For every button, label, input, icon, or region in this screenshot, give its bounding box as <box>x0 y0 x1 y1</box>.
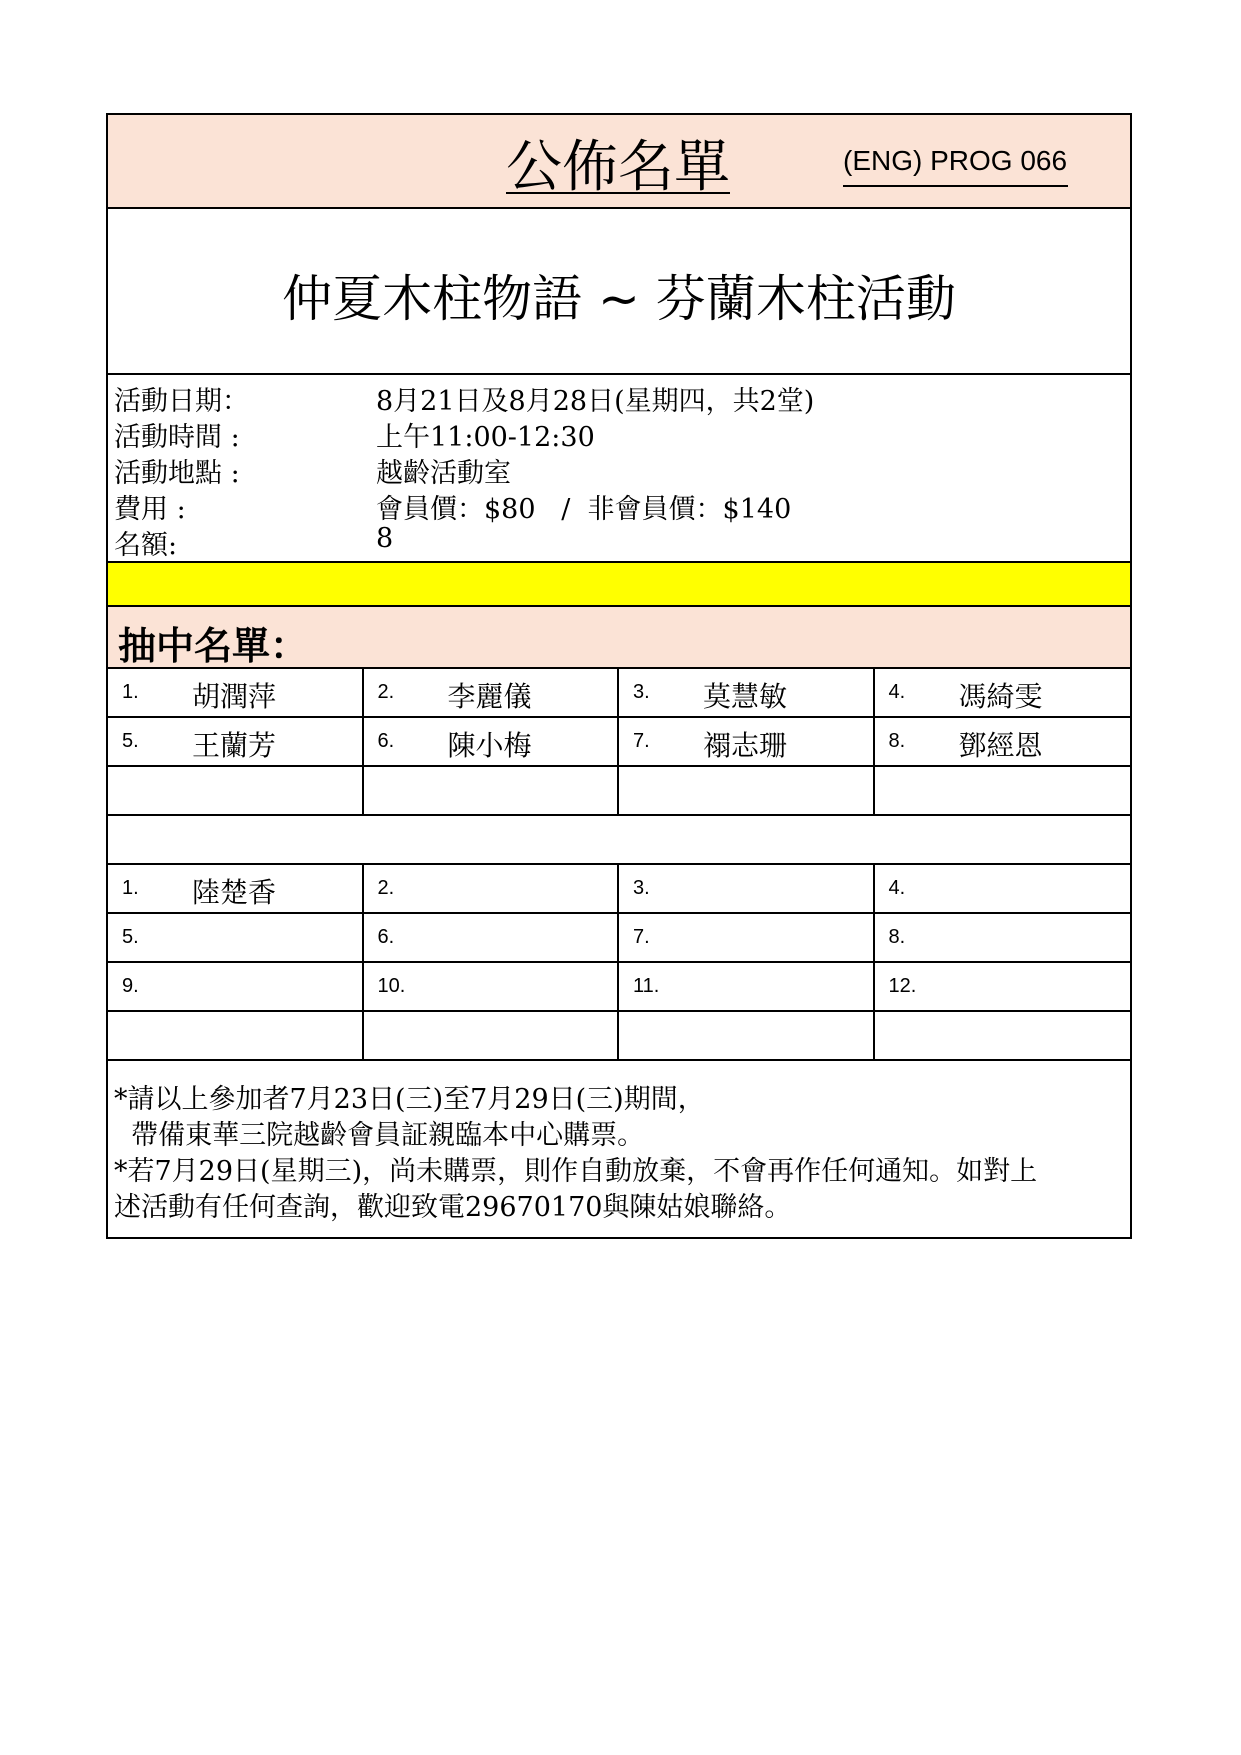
winner-cell <box>108 669 364 716</box>
entry-number: 8. <box>888 730 906 752</box>
detail-date <box>114 379 815 417</box>
entry-number: 8. <box>888 926 906 948</box>
waitlist-cell <box>875 865 1131 912</box>
activity-name: 仲夏木柱物語 ~ 芬蘭木柱活動 <box>282 270 956 328</box>
detail-quota <box>114 523 394 561</box>
empty-cell <box>619 767 875 814</box>
entry-name: 陳小梅 <box>447 729 532 762</box>
winners-row <box>108 718 1130 767</box>
empty-cell <box>364 767 620 814</box>
entry-number: 9. <box>122 975 139 997</box>
waitlist-row <box>108 865 1130 914</box>
detail-time <box>114 415 595 453</box>
empty-cell <box>108 767 364 814</box>
note-line: *若7月29日(星期三)，尚未購票，則作自動放棄，不會再作任何通知。如對上 <box>114 1156 1038 1187</box>
detail-value: 8 <box>376 523 394 554</box>
empty-cell <box>875 767 1131 814</box>
entry-number: 2. <box>377 681 395 703</box>
entry-number: 3. <box>633 877 650 899</box>
entry-number: 1. <box>122 877 139 899</box>
entry-name: 王蘭芳 <box>192 729 277 762</box>
spacer-row <box>108 816 1130 865</box>
waitlist-cell <box>619 914 875 961</box>
program-code-underline <box>843 185 1068 187</box>
entry-name: 李麗儀 <box>447 680 532 713</box>
waitlist-row <box>108 963 1130 1012</box>
winner-cell <box>875 669 1131 716</box>
detail-label: 活動時間 : <box>114 422 240 453</box>
program-code: (ENG) PROG 066 <box>843 145 1068 176</box>
entry-number: 3. <box>633 681 650 703</box>
entry-number: 4. <box>888 877 906 899</box>
winner-cell <box>364 718 620 765</box>
waitlist-cell <box>364 914 620 961</box>
empty-grid-row <box>108 767 1130 816</box>
entry-name: 鄧經恩 <box>958 729 1043 762</box>
detail-label: 活動日期： <box>114 386 249 417</box>
entry-number: 7. <box>633 926 650 948</box>
header-row <box>108 115 1130 209</box>
entry-name: 禤志珊 <box>703 729 788 762</box>
detail-label: 費用 : <box>114 494 186 525</box>
winners-label: 抽中名單： <box>118 624 309 668</box>
entry-number: 11. <box>633 975 660 997</box>
empty-cell <box>364 1012 620 1059</box>
detail-value: 8月21日及8月28日(星期四，共2堂) <box>376 386 815 417</box>
waitlist-cell <box>364 865 620 912</box>
entry-name: 陸楚香 <box>192 876 277 909</box>
waitlist-cell <box>108 865 364 912</box>
detail-value: 上午11:00-12:30 <box>376 422 595 453</box>
waitlist-cell <box>108 914 364 961</box>
waitlist-cell <box>875 914 1131 961</box>
empty-cell <box>108 1012 364 1059</box>
winner-cell <box>619 718 875 765</box>
activity-row <box>108 209 1130 375</box>
entry-name: 胡潤萍 <box>192 680 277 713</box>
waitlist-cell <box>619 865 875 912</box>
detail-fee <box>114 487 792 525</box>
entry-number: 10. <box>377 975 406 997</box>
page-title: 公佈名單 <box>506 135 730 200</box>
winner-cell <box>875 718 1131 765</box>
highlight-bar <box>108 563 1130 607</box>
detail-value: 越齡活動室 <box>376 458 511 489</box>
entry-number: 7. <box>633 730 650 752</box>
detail-location <box>114 451 511 489</box>
entry-number: 4. <box>888 681 906 703</box>
empty-grid-row <box>108 1012 1130 1061</box>
entry-number: 5. <box>122 926 139 948</box>
winner-cell <box>619 669 875 716</box>
winners-header <box>108 607 1130 669</box>
entry-number: 1. <box>122 681 139 703</box>
entry-number: 6. <box>377 730 395 752</box>
entry-number: 2. <box>377 877 395 899</box>
entry-name: 莫慧敏 <box>703 680 788 713</box>
waitlist-cell <box>875 963 1131 1010</box>
note-line: 述活動有任何查詢，歡迎致電29670170與陳姑娘聯絡。 <box>114 1192 792 1223</box>
notes-block <box>108 1061 1130 1237</box>
entry-number: 12. <box>888 975 917 997</box>
winner-cell <box>108 718 364 765</box>
detail-value: 會員價：$80 / 非會員價：$140 <box>376 494 792 525</box>
waitlist-row <box>108 914 1130 963</box>
detail-label: 活動地點 : <box>114 458 240 489</box>
empty-cell <box>619 1012 875 1059</box>
entry-number: 6. <box>377 926 395 948</box>
waitlist-cell <box>108 963 364 1010</box>
detail-label: 名額: <box>114 530 178 561</box>
winner-cell <box>364 669 620 716</box>
announcement-sheet <box>106 113 1132 1239</box>
winners-row <box>108 669 1130 718</box>
details-block <box>108 375 1130 563</box>
entry-number: 5. <box>122 730 139 752</box>
waitlist-cell <box>364 963 620 1010</box>
entry-name: 馮綺雯 <box>958 680 1043 713</box>
waitlist-cell <box>619 963 875 1010</box>
note-line: 帶備東華三院越齡會員証親臨本中心購票。 <box>114 1120 645 1151</box>
note-line: *請以上參加者7月23日(三)至7月29日(三)期間， <box>114 1084 705 1115</box>
empty-cell <box>875 1012 1131 1059</box>
